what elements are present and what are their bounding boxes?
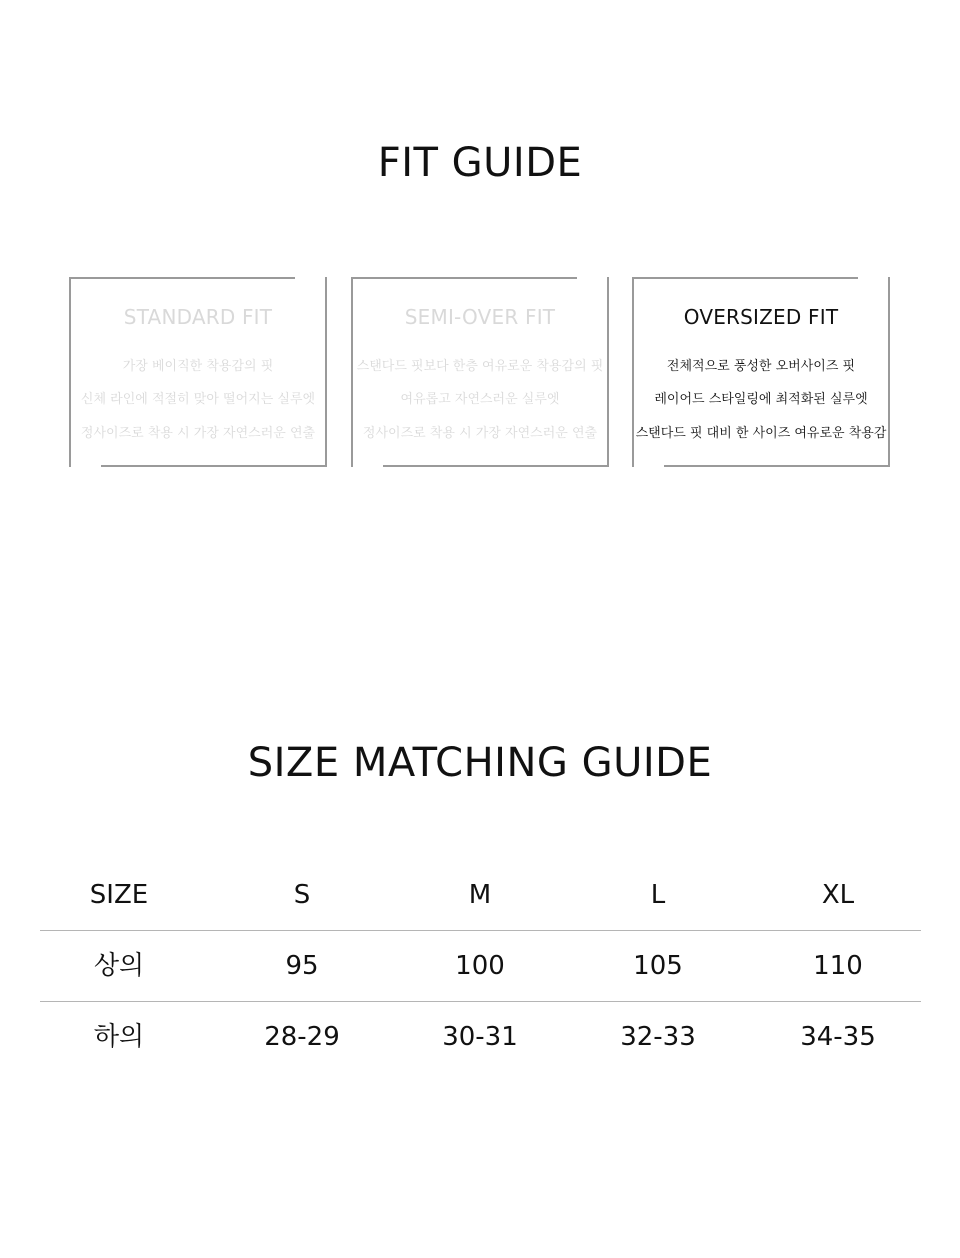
fit-card-description: 레이어드 스타일링에 최적화된 실루엣 <box>654 392 868 407</box>
size-table-header-cell: XL <box>821 880 855 910</box>
size-table-header-row <box>40 860 921 930</box>
size-table-cell: 110 <box>813 951 863 981</box>
fit-card-description: 여유롭고 자연스러운 실루엣 <box>400 392 560 407</box>
fit-card-name: STANDARD FIT <box>123 305 273 329</box>
fit-card-description: 신체 라인에 적절히 맞아 떨어지는 실루엣 <box>80 392 316 407</box>
fit-card-description: 정사이즈로 착용 시 가장 자연스러운 연출 <box>362 426 598 441</box>
fit-card-standard <box>69 277 327 467</box>
size-table-cell: 28-29 <box>264 1022 340 1052</box>
size-table-header-cell: L <box>650 880 666 910</box>
table-row <box>40 1002 921 1072</box>
fit-card-semi-over <box>351 277 609 467</box>
size-table-cell: 34-35 <box>800 1022 876 1052</box>
size-guide-title: SIZE MATCHING GUIDE <box>247 740 713 786</box>
fit-card-description: 가장 베이직한 착용감의 핏 <box>122 359 274 374</box>
fit-guide-title: FIT GUIDE <box>377 140 583 186</box>
fit-card-description: 전체적으로 풍성한 오버사이즈 핏 <box>666 359 856 374</box>
size-table-header-cell: S <box>293 880 311 910</box>
table-row <box>40 931 921 1001</box>
size-table-header-cell: SIZE <box>89 880 149 910</box>
size-table-header-cell: M <box>468 880 492 910</box>
fit-card-description: 정사이즈로 착용 시 가장 자연스러운 연출 <box>80 426 316 441</box>
size-table-cell: 32-33 <box>620 1022 696 1052</box>
size-table-row-label: 상의 <box>93 951 145 981</box>
fit-card-description: 스탠다드 핏 대비 한 사이즈 여유로운 착용감 <box>635 426 887 441</box>
fit-card-description: 스탠다드 핏보다 한층 여유로운 착용감의 핏 <box>356 359 604 374</box>
size-table-cell: 100 <box>455 951 505 981</box>
size-table-cell: 95 <box>285 951 319 981</box>
size-table <box>40 860 921 1072</box>
size-table-row-label: 하의 <box>93 1022 145 1052</box>
size-table-cell: 105 <box>633 951 683 981</box>
fit-card-name: SEMI-OVER FIT <box>404 305 556 329</box>
fit-card-oversized <box>632 277 890 467</box>
size-table-cell: 30-31 <box>442 1022 518 1052</box>
fit-card-name: OVERSIZED FIT <box>683 305 839 329</box>
